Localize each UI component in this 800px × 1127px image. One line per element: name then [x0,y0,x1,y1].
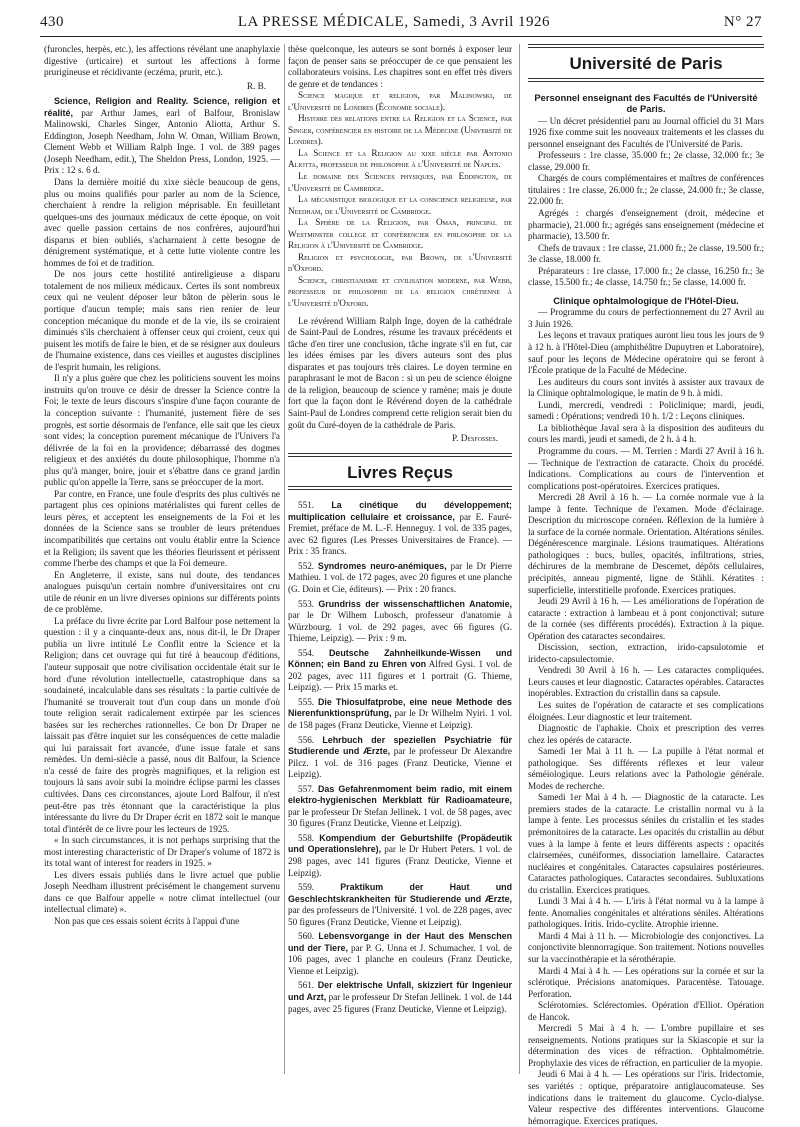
book-details: par le Dr Wilhem Lubosch, professeur d'anatomie à Würzbourg. 1 vol. de 292 pages, avec 66 figures (G. Thieme, Leipzig). — Prix : 9 m. [288,610,512,644]
subheading: Clinique ophtalmologique de l'Hôtel-Dieu. [553,294,739,306]
paragraph: Les divers essais publiés dans le livre actuel que publie Joseph Needham illustrent précisément le changement survenu dans ce que Balfour appelle « notre climat intellectuel (our intellectual climate) ». [44,869,280,915]
book-number: 551. [298,500,315,511]
book-details: par le professeur Dr Stefan Jellinek. 1 vol. de 144 pages, avec 25 figures (Franz Deuticke, Vienne et Leipzig). [288,992,512,1014]
book-title: Praktikum der Haut und Geschlechtskrankheiten für Studierende und Ærzte, [288,882,513,904]
book-details: par le Dr Pierre Mathieu. 1 vol. de 172 pages, avec 20 figures et une planche (G. Doin et Cie, éditeurs). — Prix : 20 francs. [288,560,512,594]
paragraph: Les suites de l'opération de cataracte et ses complications éloignées. Leur diagnostic et leur traitement. [528,699,764,722]
paragraph: Sclérotomies. Sclérectomies. Opération d'Elliot. Opération de Hancok. [528,1000,764,1022]
paragraph: (furoncles, herpès, etc.), les affections révélant une anaphylaxie digestive (urticaire) et surtout les affections à forme prurigineuse et récidivante (eczéma, prurit, etc.). [44,44,280,78]
paragraph: Professeurs : 1re classe, 35.000 fr.; 2e classe, 32.000 fr.; 3e classe, 29.000 fr. [528,150,764,172]
paragraph: De nos jours cette hostilité antireligieuse a disparu totalement de nos milieux médicaux. Certes ils sont nombreux ceux qui ne veulent déposer leur bâton de pèlerin sous le portique d'aucun temple; mais sans rien renier de leur conception mécanique du monde et de la vie, ils se croiraient diminués s'ils cherchaient à offenser ceux qui croient, ceux qui puisent les motifs de faire le bien, et de se résigner aux douleurs de l'humaine existence, dans ces vieilles et augustes disciplines de l'esprit humain, les religions. [44,269,280,372]
paragraph: Chefs de travaux : 1re classe, 21.000 fr.; 2e classe, 19.500 fr.; 3e classe, 18.000 fr. [528,242,764,265]
book-title: Syndromes neuro-anémiques, [317,560,447,571]
paragraph: Dans la dernière moitié du xixe siècle beaucoup de gens, plus ou moins qualifiés pour parler au nom de la Science, cherchaient à rendre la religion méprisable. En feuilletant quelques-uns des journaux médicaux de cette époque, on voit avec quelle passion certains de nos confrères, aujourd'hui disparus et bien oubliés, s'acharnaient à cette besogne de dénigrement systématique, et à cette lutte violente contre les hommes de foi et de tradition. [44,177,280,268]
book-title: Kompendium der Geburtshilfe (Propädeutik und Operationslehre), [288,832,513,855]
paragraph: La bibliothèque Javal sera à la disposition des auditeurs du cours les mardi, jeudi et samedi, de 2 h. à 4 h. [528,422,764,445]
section-rule [288,453,512,457]
book-entry [288,980,512,1015]
book-entry [288,599,512,645]
book-details: Alfred Gysi. 1 vol. de 202 pages, avec 111 figures et 1 portrait (G. Thieme, Leipzig). — Prix 15 marks et. [288,659,512,693]
book-number: 552. [298,560,315,571]
book-title: Lehrbuch der speziellen Psychiatrie für Studierende und Ærzte, [288,734,513,757]
book-title: La cinétique du développement; multiplication cellulaire et croissance, [288,500,513,522]
paragraph: La préface du livre écrite par Lord Balfour pose nettement la question : il y a cinquante-deux ans, nous dit-il, le Dr Draper publia un livre intitulé Le Conflit entre la Science et la Religion; dans cet ouvrage qui fut tiré à beaucoup d'éditions, l'auteur supposait que notre civilisation occidentale était sur le bord d'une révolution intellectuelle, catastrophique dans sa soudaineté, incalculable dans ses résultats : la partie cultivée de l'humanité se trouverait tout d'un coup dans un monde d'où toute religion serait radicalement extirpée par les sciences basées sur les recherches rationnelles. Ce bon Dr Draper ne laissait pas d'être inquiet sur les conséquences de cette maladie qui lui paraissait fort avancée, d'une issue fatale et sans remèdes. Un demi-siècle a passé, nous dit Balfour, la Science n'a cessé de faire des progrès magnifiques, et la religion est toujours là sans avoir subi la moindre éclipse parmi les classes cultivées. Dans ces circonstances, ajoute Lord Balfour, il n'est peut-être pas très étonnant que la caractéristique la plus intéressante du livre du Dr Draper écrit en 1872 soit le manque total d'intérêt de ce livre pour les lecteurs de 1925. [44,615,280,834]
issue-number: N° 27 [723,14,762,30]
book-number: 559. [298,882,315,893]
section-title-universite: Université de Paris [569,54,723,73]
paragraph: Mardi 4 Mai à 11 h. — Microbiologie des conjonctives. La conjonctivite blennorragique. Son traitement. Notions nouvelles sur la vaccinothérapie et la sérothérapie. [528,930,764,965]
paragraph: Il n'y a plus guère que chez les politiciens souvent les moins instruits qu'on trouve ce désir de dresser la Science contre la Foi; le texte de leurs discours s'inspire d'une façon courante de la conception suivante : l'humanité, justement fière de ses progrès, est sortie désormais de l'enfance, elle sait que les cieux sont vides; la conception purement mécanique de l'Univers l'a délivrée de la foi en la providence; débarrassé des dogmes religieux et des anxiétés du doute philosophique, l'homme n'a plus qu'à manger, boire, jouir et s'ébattre dans ce grand jardin public qu'on appelle la Terre, sans se préoccuper de la mort. [44,373,280,488]
paragraph: « In such circumstances, it is not perhaps surprising that the most interesting characteristic of Dr Draper's volume of 1872 is its total want of interest for readers in 1925. » [44,835,280,869]
paragraph: Mercredi 5 Mai à 4 h. — L'ombre pupillaire et ses renseignements. Notions pratiques sur la Skiascopie et sur la détermination des vices de réfraction. Ophtalmométrie. Prophylaxie des vices de réfraction, en particulier de la myopie. [528,1023,764,1068]
paragraph: Chargés de cours complémentaires et maîtres de conférences titulaires : 1re classe, 26.000 fr.; 2e classe, 24.000 fr.; 3e classe, 22.000 fr. [528,173,764,207]
book-entry [288,931,512,977]
paragraph: Jeudi 6 Mai à 4 h. — Les opérations sur l'iris. Iridectomie, ses variétés : optique, préparatoire antiglaucomateuse. Ses indications dans le traitement du glaucome. Cyclo-dialyse. Valeur respective des différentes interventions. Glaucome hémorragique. Exercices pratiques. [528,1069,764,1126]
paragraph: Mercredi 28 Avril à 16 h. — La cornée normale vue à la lampe à fente. Technique de l'examen. Mode d'éclairage. Description du microscope cornéen. Réflexion de la lumière à la surface de la cornée normale. Orientation. Altérations séniles. Dégénérescence marginale. Lésions traumatiques. Altérations pathologiques : bucs, bulles, opacités, infiltrations, stries, déchirures de la membrane de Descemet, dépôts cellulaires, précipités, anneau pigmenté, ligne de Stähli. Kératites : superficielle, interstitielle profonde. Exercices pratiques. [528,492,764,595]
book-title: Die Thiosulfatprobe, eine neue Methode des Nierenfunktionsprüfung, [288,696,512,719]
column-middle [288,44,512,1018]
paragraph: Lundi, mercredi, vendredi : Policlinique; mardi, jeudi, samedi : Opérations; vendredi 10 h. 1/2 : Leçons cliniques. [528,399,764,422]
book-number: 561. [298,980,315,991]
column-divider [519,44,520,1074]
book-number: 560. [298,931,315,942]
paragraph: Samedi 1er Mai à 11 h. — La pupille à l'état normal et pathologique. Ses différents réflexes et leur valeur séméiologique. Leurs relations avec la Pathologie générale. Modes de recherche. [528,746,764,791]
review-meta: par Arthur James, earl of Balfour, Bronislaw Malinowski, Charles Singer, Antonio Aliotta, Arthur S. Eddington, Joseph Needham, John W. Oman, William Brown, Clement Webb et William Ralph Inge. 1 vol. de 389 pages (Joseph Needham, edit.), The Sheldon Press, London, 1925. — Prix : 12 s. 6 d. [44,107,280,176]
book-entry [288,833,512,879]
paragraph: Le révérend William Ralph Inge, doyen de la cathédrale de Saint-Paul de Londres, résume les travaux précédents et tâche d'en tirer une conclusion, tâche ingrate s'il en fut, car les idées émises par les divers auteurs sont des plus disparates et pas toujours très claires. Le doyen termine en paraphrasant le mot de Bacon : si un peu de science éloigne de la religion, beaucoup de science y ramène; mais je doute fort que la façon dont le Révérend doyen de la cathédrale Saint-Paul de Londres comprend cette religion serait bien du goût du Curé-doyen de la cathédrale de Paris. [288,315,512,430]
book-title: Grundriss der wissenschaftlichen Anatomie, [318,598,513,609]
book-details: par des professeurs de l'Université. 1 vol. de 228 pages, avec 50 figures (Franz Deuticke, Vienne et Leipzig). [288,905,512,927]
paragraph: — Un décret présidentiel paru au Journal officiel du 31 Mars 1926 fixe comme suit les nouveaux traitements et les classes du personnel enseignant des Facultés de l'Université de Paris. [528,115,764,149]
toc-entry: Science, christianisme et civilisation moderne, par Webb, professeur de philosophie de la religion chrétienne à l'Université d'Oxford. [288,274,512,309]
signature: P. Desfosses. [452,433,498,444]
book-details: par le Dr Hubert Peters. 1 vol. de 298 pages, avec 141 figures (Franz Deuticke, Vienne et Leipzig). [288,844,512,878]
paragraph: Diagnostic de l'aphakie. Choix et prescription des verres chez les opérés de cataracte. [528,723,764,745]
paragraph: Non pas que ces essais soient écrits à l'appui d'une [54,916,240,927]
paragraph: thèse quelconque, les auteurs se sont bornés à exposer leur façon de penser sans se préoccuper de ce que pensaient les collaborateurs voisins. Les chapitres sont en effet très divers de genre et de tendances : [288,44,512,89]
column-divider [284,44,285,1074]
paragraph: Les auditeurs du cours sont invités à assister aux travaux de la Clinique ophtalmologique, le matin de 9 h. à midi. [528,376,764,399]
book-number: 555. [298,696,315,707]
toc-entry: La Science et la Religion au xixe siècle par Antonio Aliotta, professeur de philosophie à l'Université de Naples. [288,147,512,170]
book-number: 556. [298,734,315,745]
paragraph: Mardi 4 Mai à 4 h. — Les opérations sur la cornée et sur la sclérotique. Précisions anatomiques. Paracentèse. Tatouage. Perforation. [528,965,764,999]
toc-entry: La mécanistique biologique et la conscience religieuse, par Needham, de l'Université de Cambridge. [288,194,512,216]
book-entry [288,735,512,781]
toc-entry: La Sphère de la Religion, par Oman, principal de Westminster college et conférencier en philosophie de la Religion à l'Université de Cambridge. [288,217,512,251]
book-details: par P. G. Unna et J. Schumacher. 1 vol. de 106 pages, avec 1 planche en couleurs (Franz Deuticke, Vienne et Leipzig). [288,942,512,976]
book-number: 554. [298,647,315,658]
toc-entry: Science magique et religion, par Malinowski, de l'Université de Londres (Économie sociale). [288,90,512,112]
book-number: 558. [298,832,315,843]
book-details: par E. Fauré-Fremiet, préface de M. L.-F. Henneguy. 1 vol. de 335 pages, avec 62 figures (Les Presses Universitaires de France). — Prix : 35 francs. [288,511,512,557]
paragraph: Préparateurs : 1re classe, 17.000 fr.; 2e classe, 16.250 fr.; 3e classe, 15.500 fr.; 4e classe, 14.750 fr.; 5e classe, 14.000 fr. [528,265,764,288]
book-entry [288,500,512,558]
book-title: Lebensvorgange in der Haut des Menschen und der Tiere, [288,931,512,953]
column-left [44,44,280,928]
paragraph: — Programme du cours de perfectionnement du 27 Avril au 3 Juin 1926. [528,307,764,329]
book-number: 557. [298,783,315,794]
toc-entry: Religion et psychologie, par Brown, de l'Université d'Oxford. [288,251,512,274]
book-details: par le professeur Dr Stefan Jellinek. 1 vol. de 58 pages, avec 30 figures (Franz Deuticke, Vienne et Leipzig). [288,806,512,829]
column-right [528,44,764,1127]
book-entry [288,561,512,596]
paragraph: Lundi 3 Mai à 4 h. — L'iris à l'état normal vu à la lampe à fente. Anomalies congénitales et altérations séniles. Altérations pathologiques. Iritis. Irido-cyclite. Atrophie irienne. [528,896,764,930]
book-details: par le Dr Wilhelm Nyiri. 1 vol. de 158 pages (Franz Deuticke, Vienne et Leipzig). [288,708,512,730]
paragraph: Samedi 1er Mai à 4 h. — Diagnostic de la cataracte. Les premiers stades de la cataracte. Le cristallin normal vu à la lampe à fente. Les processus séniles du cristallin et les stades prémonitoires de la cataracte. Les opacités du cristallin au début vues à la lampe à fente et leurs différents aspects : opacités clairsemées, cunéiformes, dissociation lamellaire. Cataractes nucléaires et congénitales. Cataractes capsulaires postérieures. Cataractes pathologiques. Cataractes secondaires. Subluxations du cristallin. Exercices pratiques. [528,792,764,895]
book-entry [288,882,512,928]
toc-entry: Le domaine des Sciences physiques, par Eddington, de l'Université de Cambridge. [288,171,512,193]
section-rule [528,78,764,82]
page-number: 430 [40,14,64,30]
paragraph: Les leçons et travaux pratiques auront lieu tous les jours de 9 à 12 h. à l'Hôtel-Dieu (amphithéâtre Dupuytren et Laboratoire), sauf pour les leçons de Médecine opératoire qui se feront à l'École pratique de la Faculté de Médecine. [528,330,764,376]
paragraph: Discission, section, extraction, irido-capsulotomie et iridecto-capsulectomie. [528,642,764,664]
book-entry [288,697,512,732]
signature: R. B. [246,80,266,91]
section-rule [288,486,512,490]
toc-entry: Histoire des relations entre la Religion et la Science, par Singer, conférencier en histoire de la Médecine (Université de Londres). [288,113,512,147]
review-heading: Science, Religion and Reality. Science, religion et réalité, [44,96,280,118]
book-number: 553. [298,598,315,609]
book-title: Der elektrische Unfall, skizziert für Ingenieur und Arzt, [288,980,513,1003]
paragraph: Vendredi 30 Avril à 16 h. — Les cataractes compliquées. Leurs causes et leur diagnostic. Cataractes opérables. Cataractes inopérables. Extraction du cristallin dans sa capsule. [528,665,764,699]
book-title: Deutsche Zahnheilkunde-Wissen und Können; ein Band zu Ehren von [288,647,513,670]
journal-title: LA PRESSE MÉDICALE, Samedi, 3 Avril 1926 [237,14,551,30]
paragraph: En Angleterre, il existe, sans nul doute, des tendances analogues puisqu'un certain nombre d'universitaires ont cru utile de réunir en un livre diverses opinions sur différents points de ce problème. [44,569,280,615]
section-title-livres: Livres Reçus [347,462,453,482]
book-title: Das Gefahrenmoment beim radio, mit einem elektro-hygienischen Merkblatt für Radioamateure, [288,783,513,806]
section-rule [528,44,764,48]
book-details: par le professeur Dr Alexandre Pilcz. 1 vol. de 316 pages (Franz Deuticke, Vienne et Leipzig). [288,746,513,780]
paragraph: Programme du cours. — M. Terrien : Mardi 27 Avril à 16 h. — Technique de l'extraction de cataracte. Choix du procédé. Indications. Complications au cours de l'intervention et complications post-opératoires. Exercices pratiques. [528,445,764,491]
book-entry [288,648,512,694]
paragraph: Agrégés : chargés d'enseignement (droit, médecine et pharmacie), 21.000 fr.; agrégés sans enseignement (médecine et pharmacie), 13.500 fr. [528,208,764,242]
book-entry [288,784,512,830]
paragraph: Jeudi 29 Avril à 16 h. — Les améliorations de l'opération de cataracte : extraction à lambeau et à pont conjonctival; suture de la cornée (ses différents procédés). Extraction à la pique. Opération des cataractes secondaires. [528,596,764,641]
subheading: Personnel enseignant des Facultés de l'Université de Paris. [534,91,758,115]
page-header [40,14,762,37]
paragraph: Par contre, en France, une foule d'esprits des plus cultivés ne partagent plus ces opinions matérialistes qui furent celles de leurs pères, et acceptent les enseignements de la Foi et les données de la Science sans se troubler de leurs prétendues incompatibilités que certains ont voulu établir entre la Science et la Religion; ils savent que les théories fleurissent et périssent comme l'herbe des champs et que la Foi demeure. [44,488,280,569]
